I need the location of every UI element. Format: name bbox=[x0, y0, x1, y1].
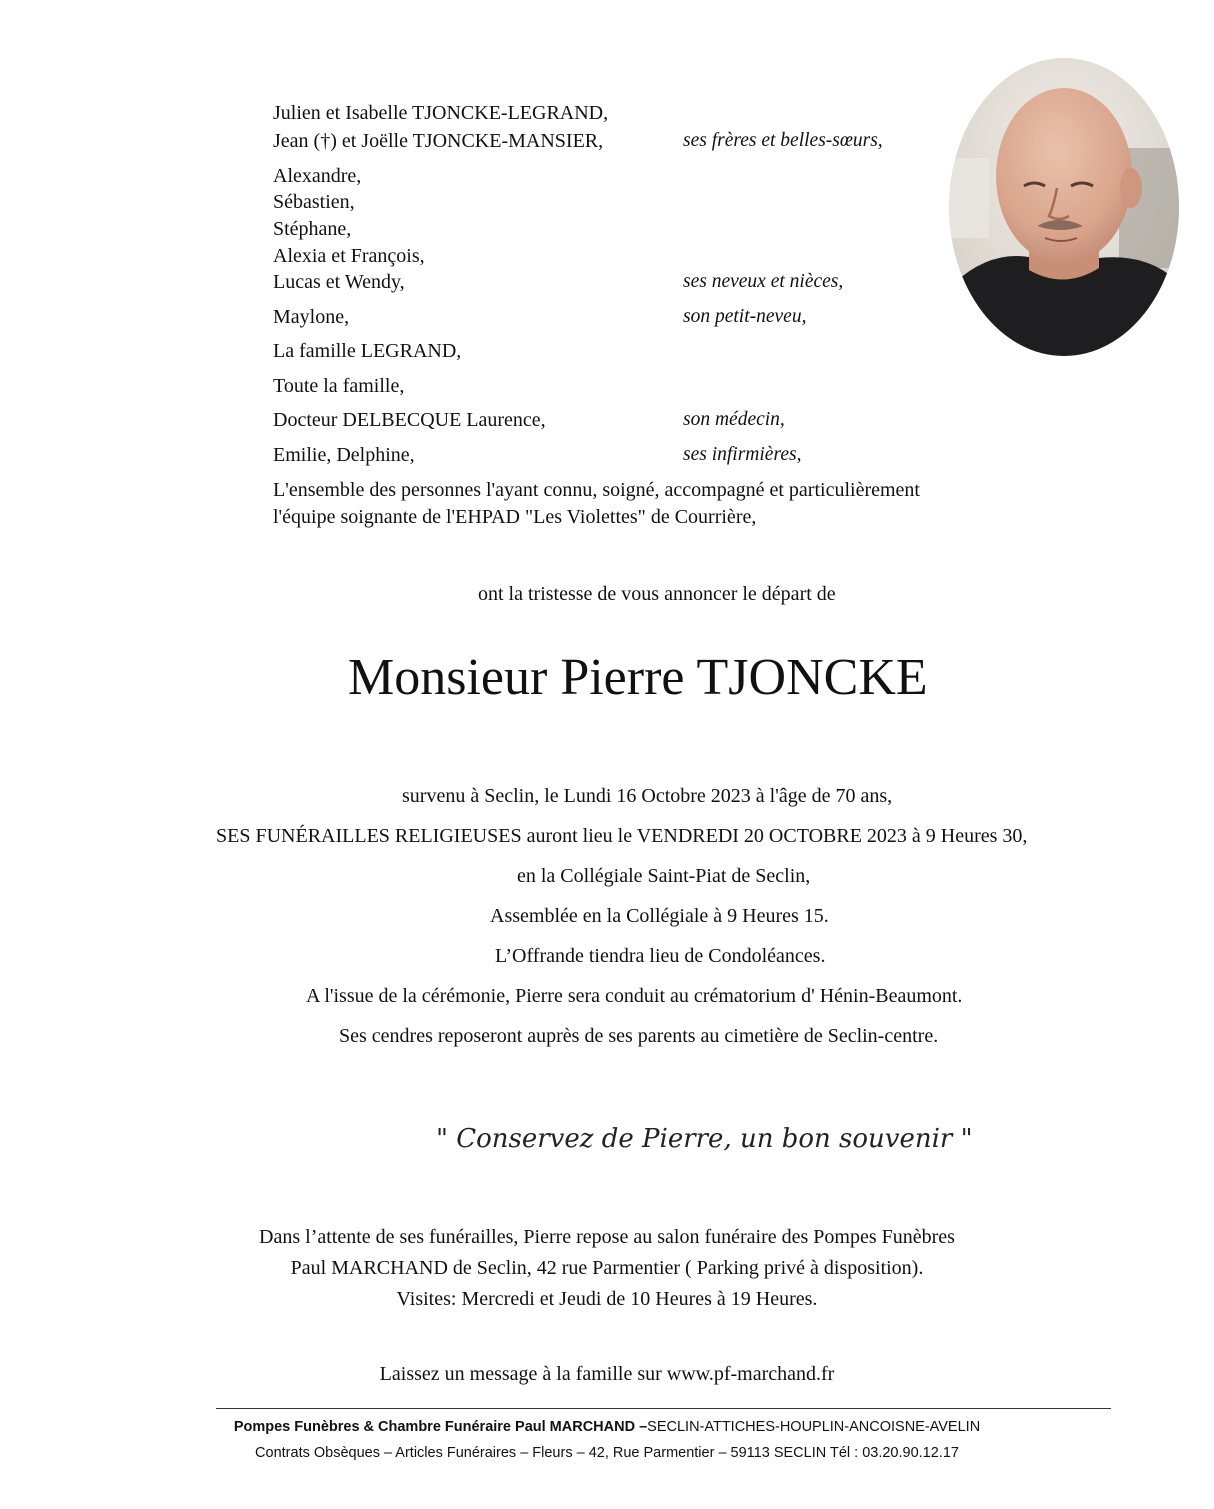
detail-crematorium: A l'issue de la cérémonie, Pierre sera conduit au crématorium d' Hénin-Beaumont. bbox=[306, 985, 963, 1007]
announcement: ont la tristesse de vous annoncer le départ de bbox=[478, 583, 836, 605]
relation-grandnephew: son petit-neveu, bbox=[683, 306, 807, 327]
footer-line-2: Contrats Obsèques – Articles Funéraires – Fleurs – 42, Rue Parmentier – 59113 SECLIN Tél : 03.20.90.12.17 bbox=[255, 1445, 959, 1461]
portrait-photo bbox=[949, 58, 1179, 356]
relation-doctor: son médecin, bbox=[683, 409, 785, 430]
ensemble-line-2: l'équipe soignante de l'EHPAD "Les Violettes" de Courrière, bbox=[273, 506, 757, 528]
detail-location: en la Collégiale Saint-Piat de Seclin, bbox=[517, 865, 811, 887]
footer-towns: SECLIN-ATTICHES-HOUPLIN-ANCOISNE-AVELIN bbox=[647, 1419, 981, 1435]
salon-line-3: Visites: Mercredi et Jeudi de 10 Heures à 19 Heures. bbox=[396, 1288, 818, 1310]
nephew-3: Stéphane, bbox=[273, 218, 352, 240]
detail-assembly: Assemblée en la Collégiale à 9 Heures 15. bbox=[490, 905, 829, 927]
footer-divider bbox=[216, 1408, 1111, 1409]
ensemble-line-1: L'ensemble des personnes l'ayant connu, soigné, accompagné et particulièrement bbox=[273, 479, 920, 501]
deceased-name: Monsieur Pierre TJONCKE bbox=[348, 649, 928, 706]
nurses: Emilie, Delphine, bbox=[273, 444, 415, 466]
detail-ashes: Ses cendres reposeront auprès de ses parents au cimetière de Seclin-centre. bbox=[339, 1025, 939, 1047]
family-line-2: Jean (†) et Joëlle TJONCKE-MANSIER, bbox=[273, 130, 604, 152]
detail-offering: L’Offrande tiendra lieu de Condoléances. bbox=[495, 945, 826, 967]
portrait-illustration bbox=[949, 58, 1179, 356]
detail-funeral: SES FUNÉRAILLES RELIGIEUSES auront lieu le VENDREDI 20 OCTOBRE 2023 à 9 Heures 30, bbox=[216, 825, 1028, 847]
salon-line-2: Paul MARCHAND de Seclin, 42 rue Parmentier ( Parking privé à disposition). bbox=[290, 1257, 924, 1279]
nephew-2: Sébastien, bbox=[273, 191, 355, 213]
nephew-4: Alexia et François, bbox=[273, 245, 425, 267]
nephew-5: Lucas et Wendy, bbox=[273, 271, 405, 293]
relation-nephews: ses neveux et nièces, bbox=[683, 271, 844, 292]
detail-passing: survenu à Seclin, le Lundi 16 Octobre 2023 à l'âge de 70 ans, bbox=[402, 785, 893, 807]
family-line-1: Julien et Isabelle TJONCKE-LEGRAND, bbox=[273, 102, 609, 124]
salon-line-1: Dans l’attente de ses funérailles, Pierre repose au salon funéraire des Pompes Funèbres bbox=[259, 1226, 955, 1248]
message-link-text: Laissez un message à la famille sur www.pf-marchand.fr bbox=[379, 1363, 835, 1385]
relation-siblings: ses frères et belles-sœurs, bbox=[683, 130, 883, 151]
memorial-quote: " Conservez de Pierre, un bon souvenir " bbox=[436, 1124, 973, 1154]
grandnephew: Maylone, bbox=[273, 306, 350, 328]
nephew-1: Alexandre, bbox=[273, 165, 362, 187]
footer-company: Pompes Funèbres & Chambre Funéraire Paul MARCHAND – bbox=[233, 1419, 648, 1435]
doctor: Docteur DELBECQUE Laurence, bbox=[273, 409, 546, 431]
all-family: Toute la famille, bbox=[273, 375, 405, 397]
family-legrand: La famille LEGRAND, bbox=[273, 340, 462, 362]
footer-line-1 bbox=[0, 1417, 1214, 1437]
relation-nurses: ses infirmières, bbox=[683, 444, 802, 465]
